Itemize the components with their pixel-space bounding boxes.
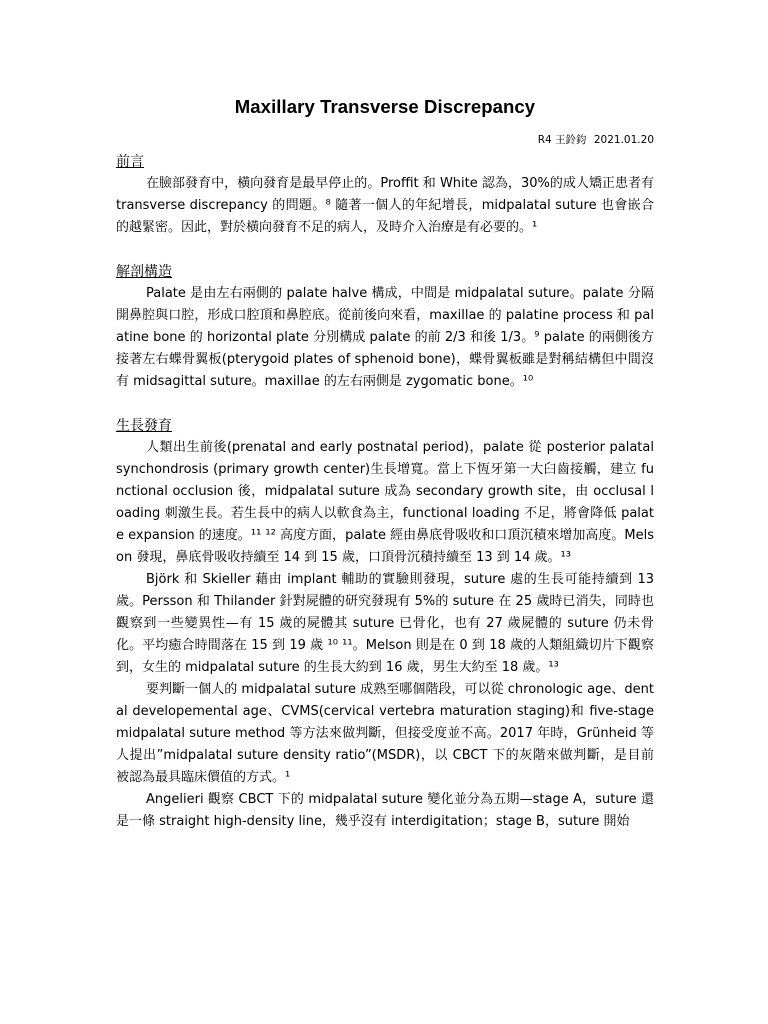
paragraph: 在臉部發育中，橫向發育是最早停止的。Proffit 和 White 認為，30%的成人矯正患者有 transverse discrepancy 的問題。⁸ 隨著一個人的年紀增長，midpalatal suture 也會嵌合的越緊密。因此，對於橫向發育不足的病人，及時介入治療是有必要的。¹ [116,176,654,235]
section-heading-anatomy: 解剖構造 [116,264,172,280]
document-date: 2021.01.20 [593,134,654,146]
spacer [116,393,654,415]
section-heading-intro: 前言 [116,154,144,170]
spacer [116,239,654,261]
author-name: R4 王鈴鈞 [537,134,587,146]
paragraph: 人類出生前後(prenatal and early postnatal period)，palate 從 posterior palatal synchondrosis (primary growth center)生長增寬。當上下恆牙第一大臼齒接觸，建立 functional occlusion 後，midpalatal suture 成為 secondary growth site，由 occlusal loading 刺激生長。若生長中的病人以軟食為主，functional loading 不足，將會降低 palate expansion 的速度。¹¹ ¹² 高度方面，palate 經由鼻底骨吸收和口頂沉積來增加高度。Melson 發現，鼻底骨吸收持續至 14 到 15 歲，口頂骨沉積持續至 13 到 14 歲。¹³ [116,440,654,565]
paragraph: 要判斷一個人的 midpalatal suture 成熟至哪個階段，可以從 chronologic age、dental developemental age、CVMS(cervical vertebra maturation staging)和 five-stage midpalatal suture method 等方法來做判斷，但接受度並不高。2017 年時，Grünheid 等人提出”midpalatal suture density ratio”(MSDR)，以 CBCT 下的灰階來做判斷，是目前被認為最具臨床價值的方式。¹ [116,682,654,785]
author-line [116,132,654,147]
section-intro [116,151,654,239]
section-growth [116,415,654,833]
paragraph: Björk 和 Skieller 藉由 implant 輔助的實驗則發現，suture 處的生長可能持續到 13 歲。Persson 和 Thilander 針對屍體的研究發現有 5%的 suture 在 25 歲時已消失，同時也觀察到一些變異性—有 15 歲的屍體其 suture 已骨化，也有 27 歲屍體的 suture 仍未骨化。平均癒合時間落在 15 到 19 歲 ¹⁰ ¹¹。Melson 則是在 0 到 18 歲的人類組織切片下觀察到，女生的 midpalatal suture 的生長大約到 16 歲，男生大約至 18 歲。¹³ [116,572,654,675]
paragraph: Palate 是由左右兩側的 palate halve 構成，中間是 midpalatal suture。palate 分隔開鼻腔與口腔，形成口腔頂和鼻腔底。從前後向來看，maxillae 的 palatine process 和 palatine bone 的 horizontal plate 分別構成 palate 的前 2/3 和後 1/3。⁹ palate 的兩側後方接著左右蝶骨翼板(pterygoid plates of sphenoid bone)，蝶骨翼板雖是對稱結構但中間沒有 midsagittal suture。maxillae 的左右兩側是 zygomatic bone。¹⁰ [116,286,654,389]
section-anatomy [116,261,654,393]
paragraph: Angelieri 觀察 CBCT 下的 midpalatal suture 變化並分為五期—stage A，suture 還是一條 straight high-density line，幾乎沒有 interdigitation；stage B，suture 開始 [116,792,654,829]
section-heading-growth: 生長發育 [116,418,172,434]
document-title: Maxillary Transverse Discrepancy [234,96,536,117]
